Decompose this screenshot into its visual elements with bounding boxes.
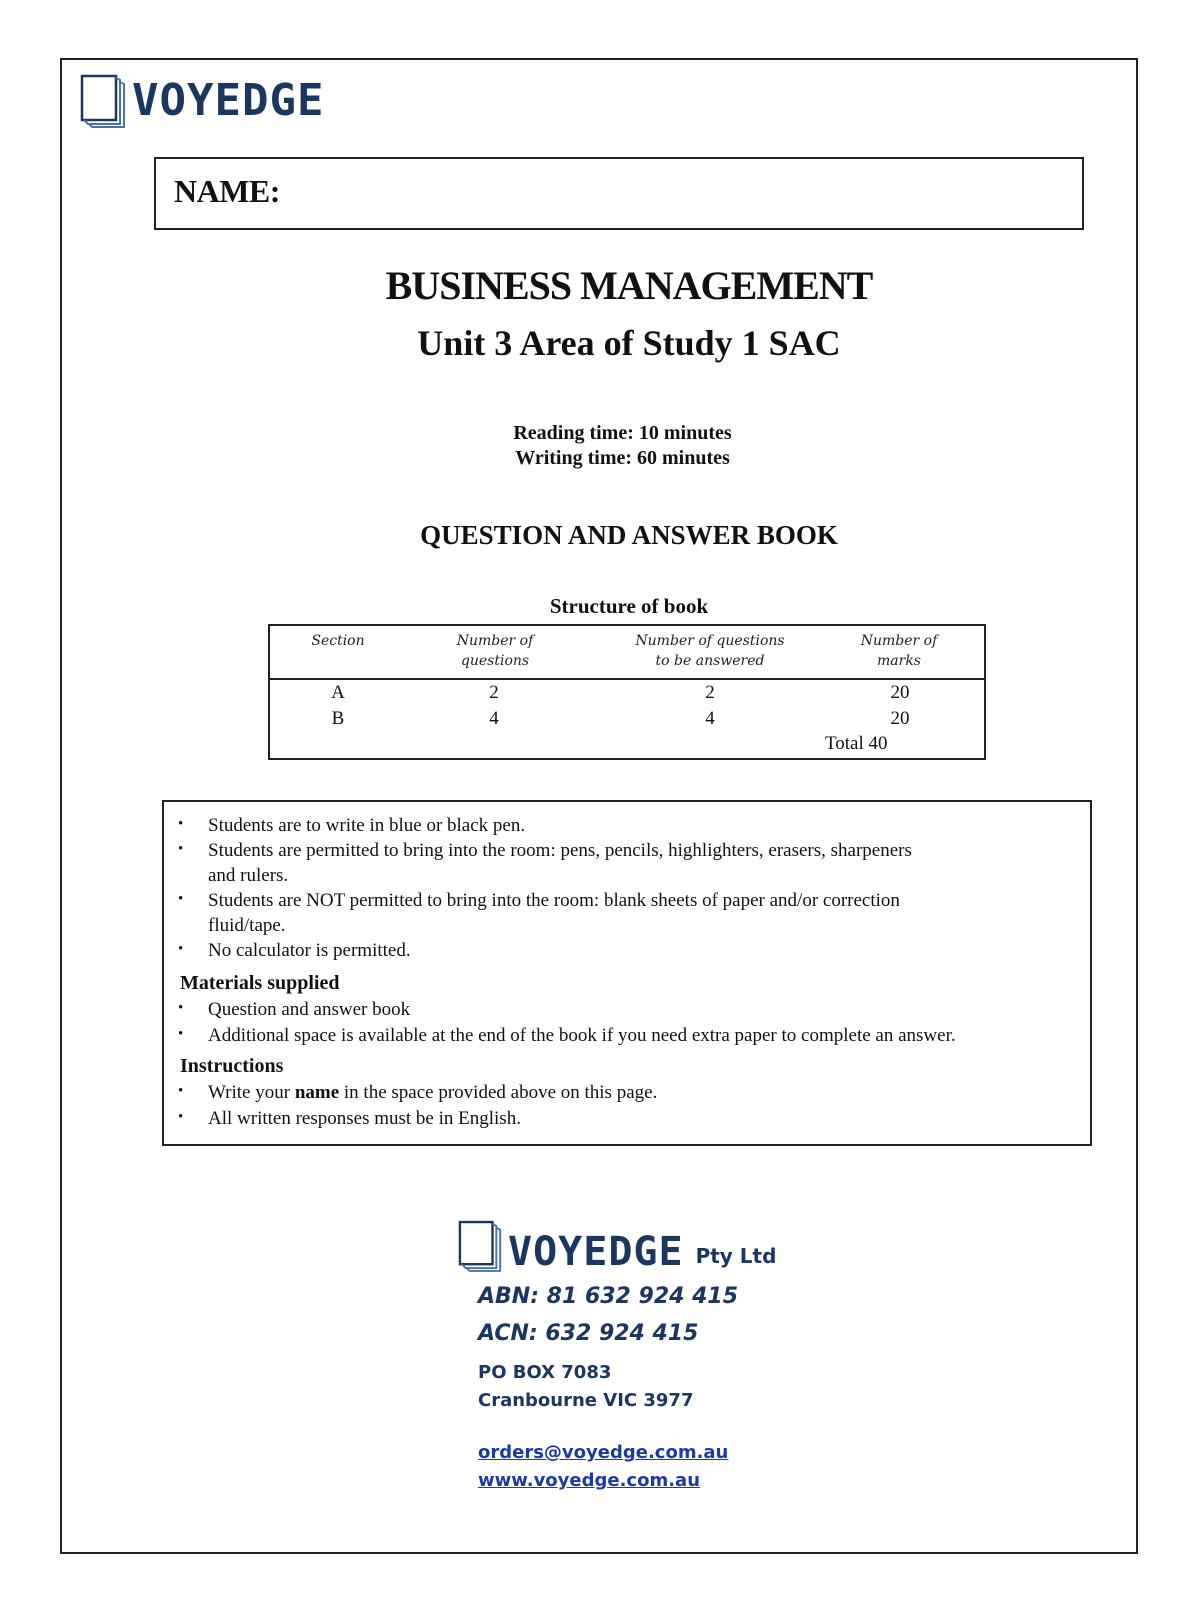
abn: ABN: 81 632 924 415 (478, 1284, 739, 1309)
cell-marks: 20 (890, 708, 910, 729)
rule-text: and rulers. (208, 865, 289, 886)
material-item: Question and answer book (208, 999, 411, 1020)
name-field[interactable] (154, 157, 1084, 230)
bullet: • (178, 1026, 184, 1042)
rules-box (162, 800, 1092, 1146)
instruction-item: Write your name in the space provided above on this page. (208, 1082, 658, 1103)
bullet: • (178, 891, 184, 907)
header-logo (80, 74, 324, 128)
bullet: • (178, 1000, 184, 1016)
total-marks: Total 40 (825, 733, 888, 754)
acn: ACN: 632 924 415 (478, 1321, 699, 1346)
name-label: NAME: (174, 173, 280, 209)
cell-answered: 4 (705, 708, 715, 729)
rule-text: Students are to write in blue or black pen. (208, 815, 526, 836)
material-item: Additional space is available at the end of the book if you need extra paper to complete an answer. (208, 1025, 956, 1046)
bullet: • (178, 841, 184, 857)
cell-answered: 2 (705, 682, 715, 703)
company-details (458, 1220, 777, 1491)
header-answered: Number of questions to be answered (635, 633, 785, 669)
rule-text: Students are NOT permitted to bring into the room: blank sheets of paper and/or correction (208, 890, 900, 911)
writing-time: Writing time: 60 minutes (515, 447, 730, 469)
cell-section: A (331, 682, 345, 703)
structure-table (268, 624, 986, 760)
reading-time: Reading time: 10 minutes (513, 422, 732, 444)
structure-title: Structure of book (549, 594, 709, 618)
header-questions: Number of questions (456, 633, 534, 669)
book-stack-icon (80, 74, 128, 128)
rule-text: No calculator is permitted. (208, 940, 411, 961)
bullet: • (178, 816, 184, 832)
email-link[interactable]: orders@voyedge.com.au (478, 1442, 729, 1463)
instructions-heading: Instructions (180, 1055, 284, 1077)
address-line: PO BOX 7083 (478, 1362, 612, 1383)
header-marks: Number of marks (860, 633, 938, 669)
bullet: • (178, 1083, 184, 1099)
header-section: Section (311, 633, 365, 649)
cell-marks: 20 (890, 682, 910, 703)
cell-questions: 2 (489, 682, 499, 703)
address-line: Cranbourne VIC 3977 (478, 1390, 694, 1411)
bullet: • (178, 1109, 184, 1125)
time-allowance (0, 421, 1200, 471)
materials-heading: Materials supplied (180, 972, 340, 994)
logo-wordmark: VOYEDGE (132, 75, 325, 126)
instruction-item: All written responses must be in English. (208, 1108, 521, 1129)
website-link[interactable]: www.voyedge.com.au (478, 1470, 701, 1491)
cell-questions: 4 (489, 708, 499, 729)
document-title: BUSINESS MANAGEMENT (385, 263, 873, 308)
document-subtitle: Unit 3 Area of Study 1 SAC (417, 323, 841, 363)
rule-text: Students are permitted to bring into the room: pens, pencils, highlighters, erasers, sharpeners (208, 840, 912, 861)
bullet: • (178, 941, 184, 957)
table-header (270, 626, 984, 680)
rule-text: fluid/tape. (208, 915, 286, 936)
cell-section: B (331, 708, 345, 729)
footer-logo (458, 1220, 777, 1275)
company-suffix: Pty Ltd (695, 1244, 777, 1268)
logo-wordmark: VOYEDGE (508, 1229, 684, 1275)
book-title: QUESTION AND ANSWER BOOK (420, 520, 838, 550)
book-stack-icon (458, 1220, 504, 1272)
